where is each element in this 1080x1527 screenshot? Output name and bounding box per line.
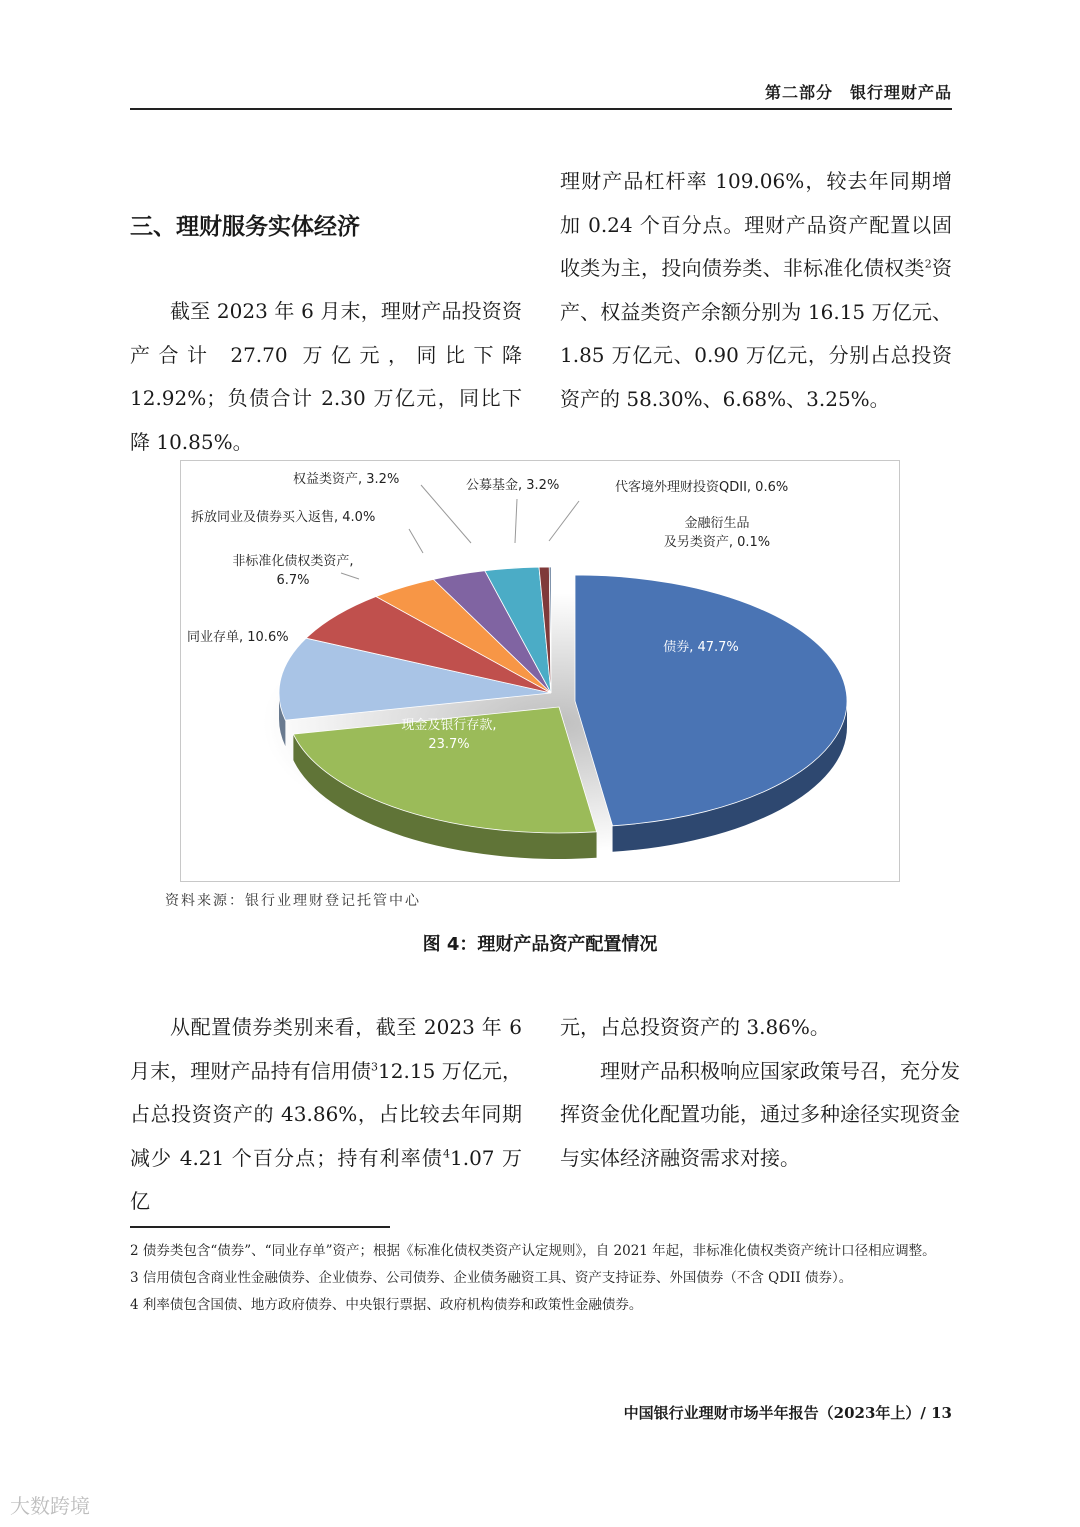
pie-slice-label: 权益类资产, 3.2% (293, 472, 400, 487)
footnote-4: 4 利率债包含国债、地方政府债券、中央银行票据、政府机构债券和政策性金融债券。 (130, 1297, 643, 1313)
section-heading: 三、理财服务实体经济 (130, 214, 360, 240)
paragraph-right-top (560, 160, 952, 421)
figure-source: 资料来源：银行业理财登记托管中心 (165, 893, 421, 909)
footnotes (130, 1238, 952, 1319)
asset-allocation-chart (180, 460, 900, 882)
pie-leader-line (515, 499, 517, 543)
paragraph-right-bottom (560, 1006, 960, 1180)
paragraph-line: 理财产品积极响应国家政策号召，充分发挥资金优化配置功能，通过多种途径实现资金与实体经济融资需求对接。 (560, 1058, 960, 1170)
header-rule (130, 108, 952, 110)
pie-slice-label: 公募基金, 3.2% (466, 478, 560, 493)
watermark-logo: 大数跨境 (10, 1494, 90, 1518)
pie-slice-label: 金融衍生品及另类资产, 0.1% (663, 516, 771, 550)
paragraph-text: 1.07 万亿 (130, 1145, 522, 1213)
paragraph-left-top: 截至 2023 年 6 月末，理财产品投资资产合计 27.70 万亿元，同比下降 12.92%；负债合计 2.30 万亿元，同比下降 10.85%。 (130, 299, 522, 454)
footnote-3: 3 信用债包含商业性金融债券、企业债券、公司债券、企业债务融资工具、资产支持证券、外国债券（不含 QDII 债券）。 (130, 1270, 853, 1286)
pie-slice-label: 债券, 47.7% (663, 640, 739, 655)
running-header: 第二部分 银行理财产品 (764, 83, 952, 102)
pie-chart-svg (181, 461, 899, 881)
figure-caption: 图 4：理财产品资产配置情况 (422, 934, 658, 955)
paragraph-text: 资产、权益类资产余额分别为 16.15 万亿元、1.85 万亿元、0.90 万亿元，分别占总投资资产的 58.30%、6.68%、3.25%。 (560, 256, 953, 411)
page-footer: 中国银行业理财市场半年报告（2023年上）/ 13 (623, 1404, 952, 1422)
paragraph-text: 理财产品杠杆率 109.06%，较去年同期增加 0.24 个百分点。理财产品资产配置以固收类为主，投向债券类、非标准化债权类 (560, 169, 952, 280)
paragraph-text: 从配置债券类别来看，截至 2023 年 6 月末，理财产品持有信用债 (130, 1015, 522, 1083)
pie-slice-label: 拆放同业及债券买入返售, 4.0% (191, 510, 376, 525)
pie-slice-label: 代客境外理财投资QDII, 0.6% (615, 480, 789, 495)
paragraph-text: 12.15 万亿元，占总投资资产的 43.86%，占比较去年同期减少 4.21 个百分点；持有利率债 (130, 1058, 522, 1170)
footnote-2: 2 债券类包含“债券”、“同业存单”资产；根据《标准化债权类资产认定规则》，自 2021 年起，非标准化债权类资产统计口径相应调整。 (130, 1243, 936, 1259)
pie-leader-line (409, 529, 423, 553)
footnote-ref: 3 (371, 1059, 379, 1073)
paragraph-left-bottom (130, 1006, 522, 1224)
footnote-rule (130, 1226, 390, 1228)
pie-leader-line (421, 485, 471, 543)
footnote-ref: 4 (442, 1146, 450, 1160)
footnote-ref: 2 (924, 257, 932, 271)
pie-leader-line (549, 501, 579, 541)
pie-slice-label: 现金及银行存款, 23.7% (401, 718, 497, 752)
paragraph-line: 元，占总投资资产的 3.86%。 (560, 1015, 830, 1039)
pie-slice-label: 同业存单, 10.6% (187, 630, 289, 645)
pie-leader-line (341, 573, 359, 579)
pie-slice-label: 非标准化债权类资产, 6.7% (232, 554, 354, 588)
